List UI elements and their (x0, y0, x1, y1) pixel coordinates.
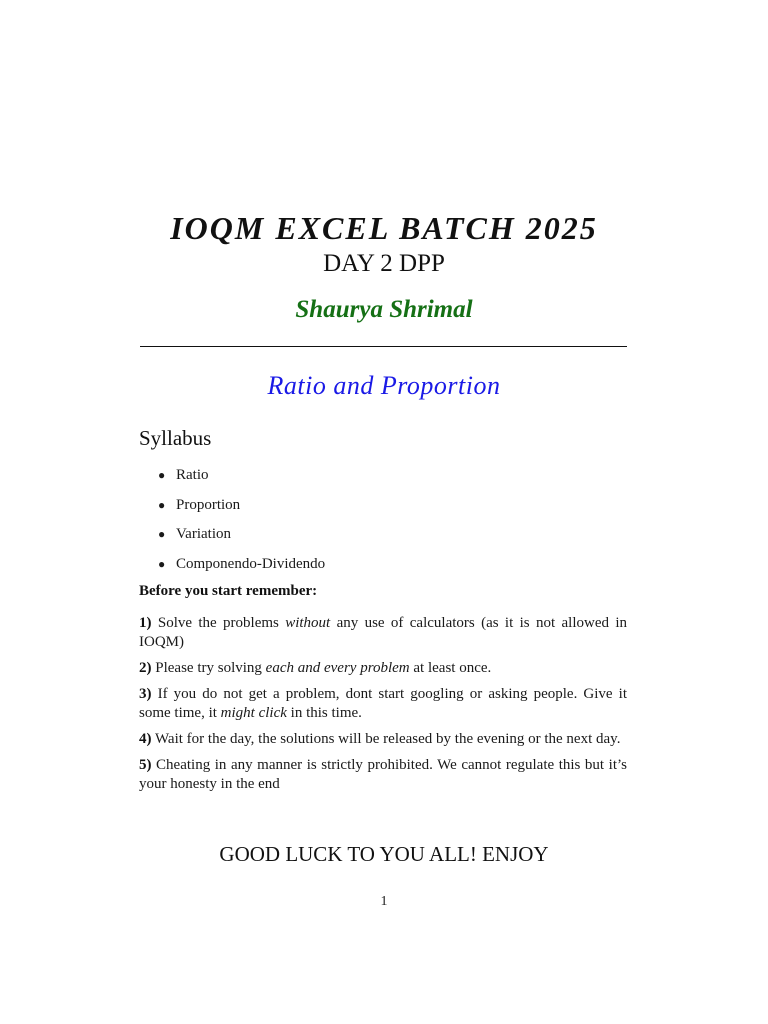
instructions-list (139, 614, 627, 801)
instructions-heading: Before you start remember: (139, 583, 318, 599)
instruction-item (139, 685, 627, 723)
instruction-number: 3) (139, 686, 152, 702)
horizontal-divider (140, 346, 627, 347)
instruction-item (139, 730, 627, 749)
instruction-text: any use of calculators (as it is not allowed in IOQM) (139, 615, 627, 650)
bullet-icon: ● (158, 468, 166, 482)
instruction-number: 5) (139, 757, 152, 773)
closing-message: GOOD LUCK TO YOU ALL! ENJOY (219, 842, 549, 866)
syllabus-item (158, 522, 325, 552)
topic-title: Ratio and Proportion (267, 371, 501, 400)
syllabus-item-label: Ratio (176, 467, 209, 483)
syllabus-heading: Syllabus (139, 426, 212, 450)
bullet-icon: ● (158, 527, 166, 541)
instruction-text: in this time. (286, 705, 362, 721)
instruction-emphasis: might click (220, 705, 287, 721)
day-subtitle: DAY 2 DPP (323, 250, 445, 277)
instruction-item (139, 614, 627, 652)
page-number: 1 (380, 894, 388, 909)
syllabus-item-label: Componendo-Dividendo (176, 555, 326, 572)
instruction-item (139, 659, 627, 678)
author-name: Shaurya Shrimal (295, 296, 473, 323)
instruction-emphasis: without (285, 615, 331, 631)
instruction-text: at least once. (409, 660, 492, 676)
instruction-text: Cheating in any manner is strictly prohibited. We cannot regulate this but it’s your honesty in the end (139, 757, 627, 792)
instruction-text: Solve the problems (151, 615, 286, 631)
instruction-text: If you do not get a problem, dont start googling or asking people. Give it some time, it (139, 686, 627, 721)
syllabus-item (158, 493, 325, 523)
instruction-number: 4) (139, 731, 152, 747)
instruction-text: Please try solving (151, 660, 266, 676)
syllabus-item-label: Proportion (176, 496, 241, 513)
instruction-item (139, 756, 627, 794)
instruction-emphasis: each and every problem (265, 660, 410, 676)
syllabus-item (158, 463, 325, 493)
instruction-number: 2) (139, 660, 152, 676)
bullet-icon: ● (158, 556, 166, 571)
syllabus-item (158, 552, 325, 582)
batch-title: IOQM EXCEL BATCH 2025 (170, 210, 598, 246)
instruction-text: Wait for the day, the solutions will be released by the evening or the next day. (151, 731, 621, 747)
syllabus-list (158, 463, 325, 581)
syllabus-item-label: Variation (176, 526, 231, 542)
bullet-icon: ● (158, 497, 166, 512)
instruction-number: 1) (139, 615, 152, 631)
